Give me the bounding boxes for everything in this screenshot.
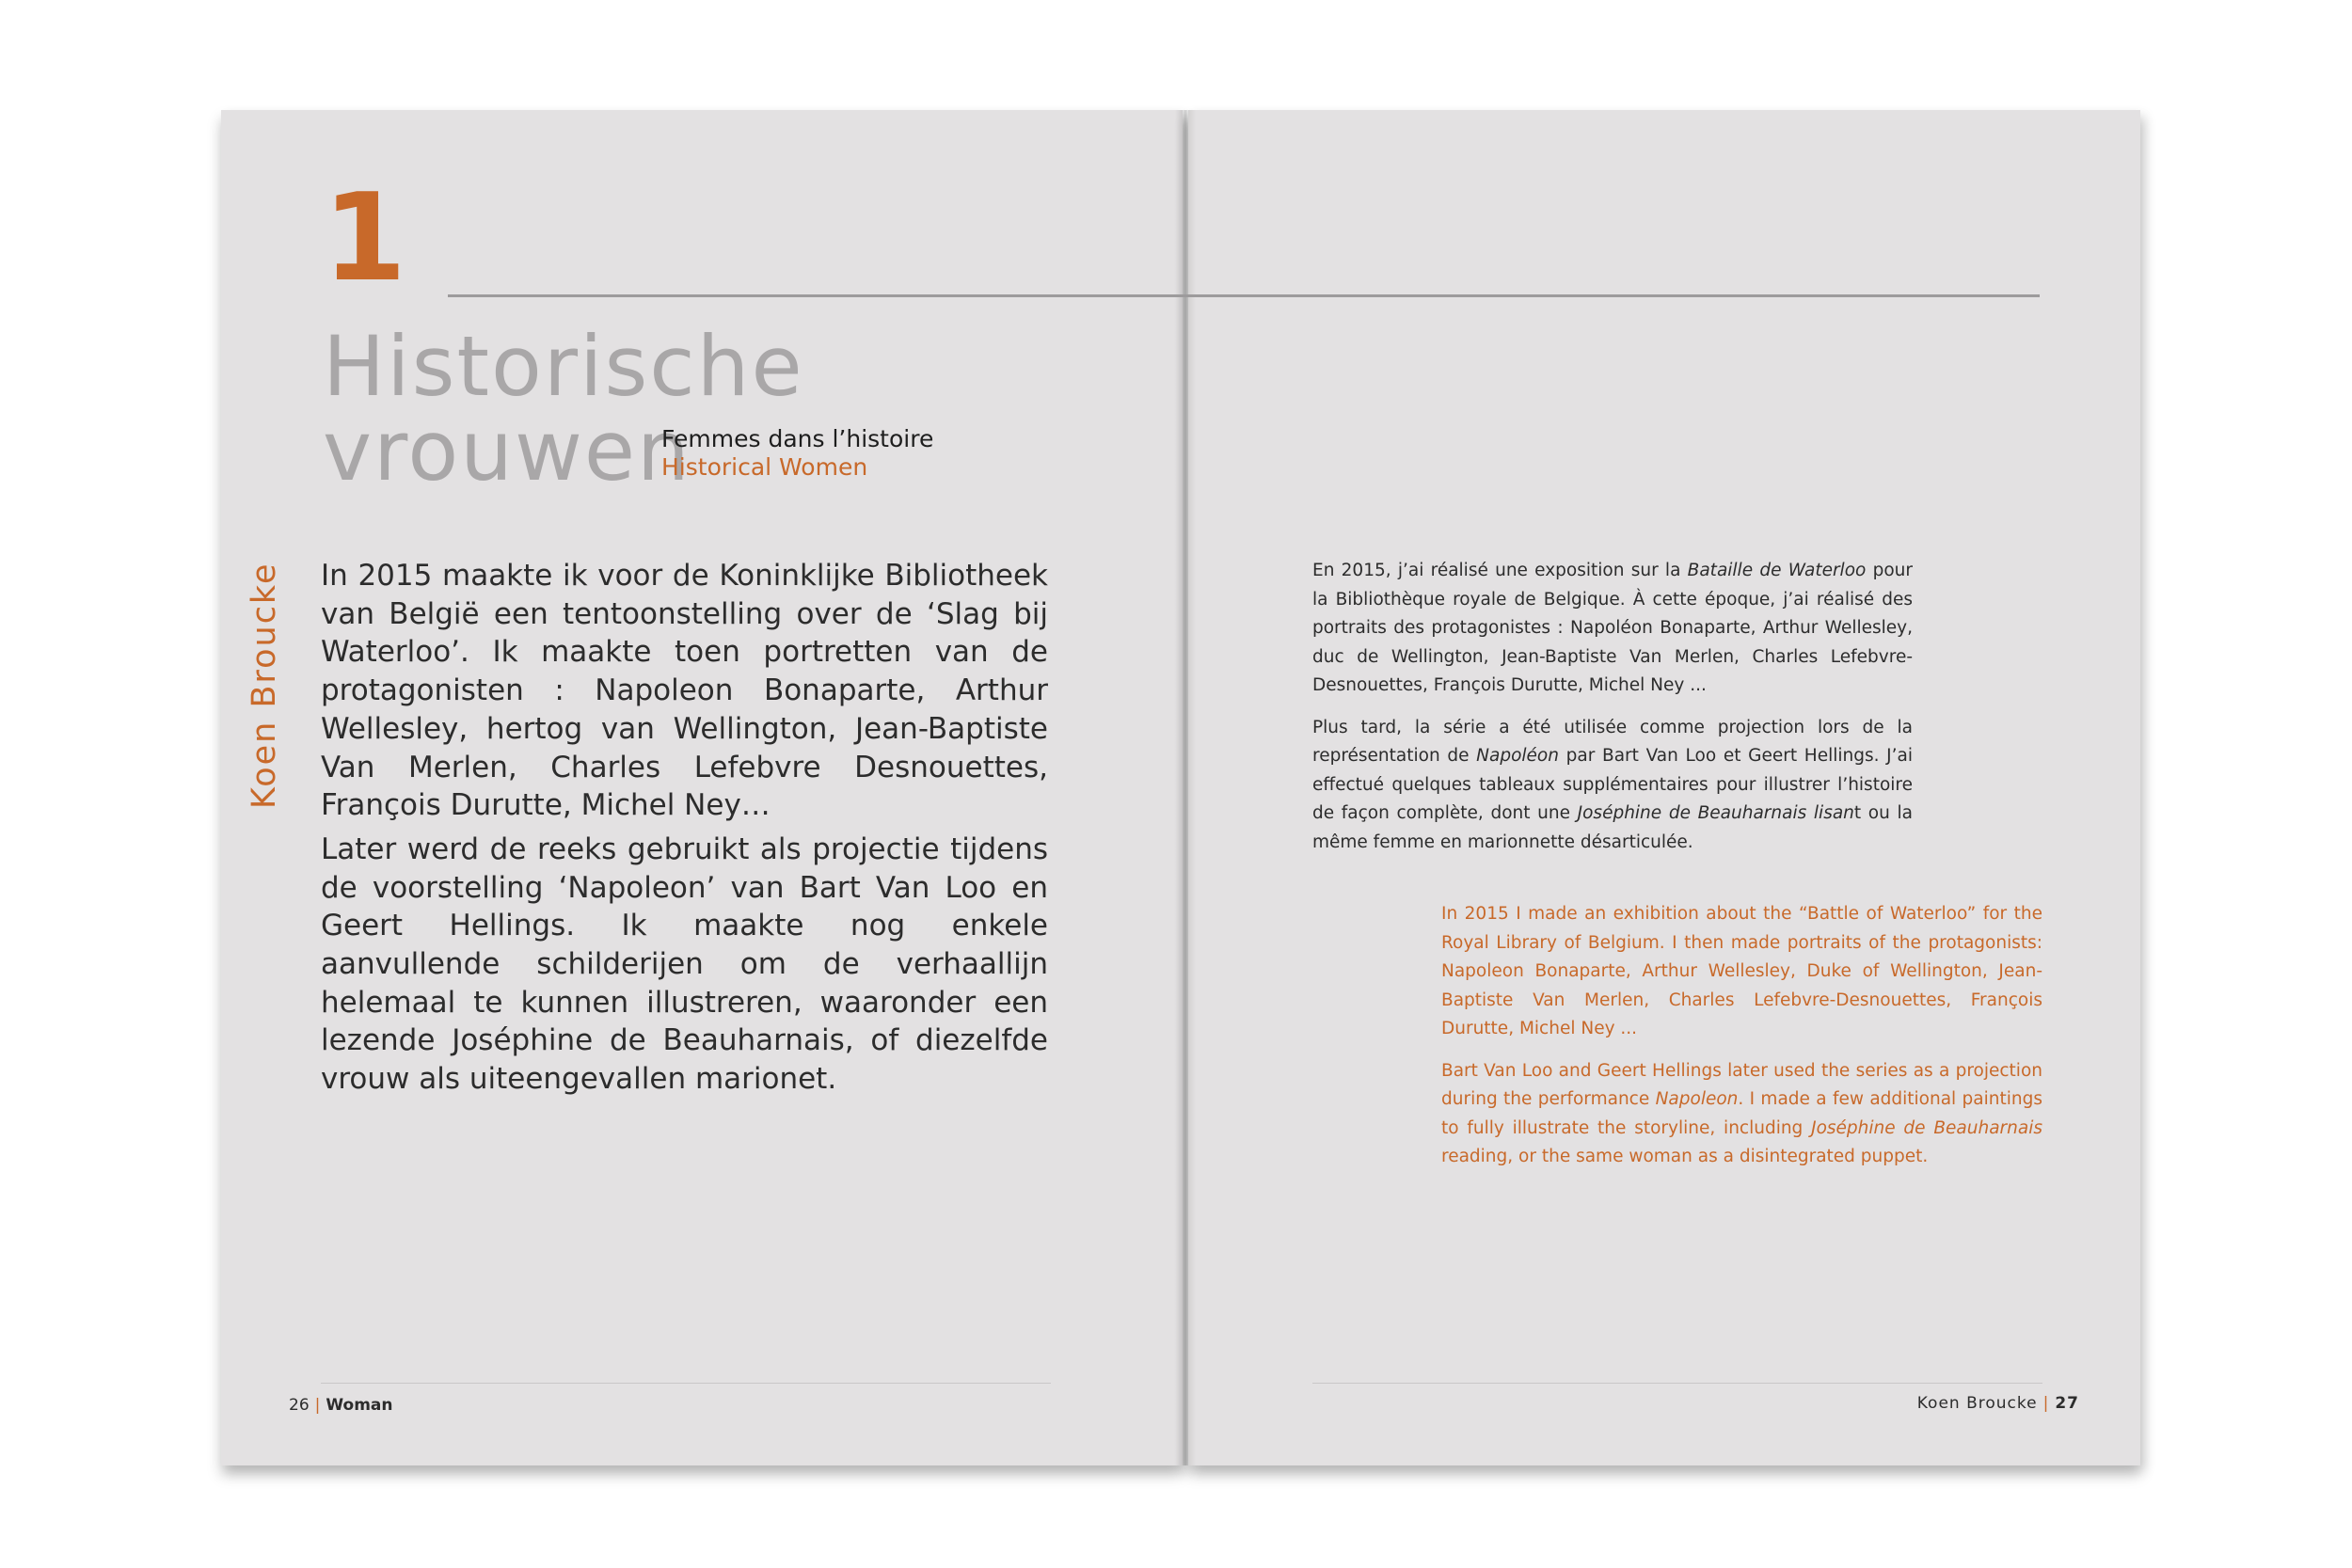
book-gutter	[1175, 110, 1196, 1465]
footer-left-separator: |	[314, 1396, 321, 1415]
french-paragraph-1	[1312, 557, 1913, 701]
french-p2-text-a: Plus tard, la série a été utilisée comme projection lors de la représentation de	[1312, 717, 1913, 766]
french-body-text	[1312, 557, 1913, 870]
english-paragraph-1: In 2015 I made an exhibition about the “Battle of Waterloo” for the Royal Library of Belgium. I then made portraits of the protagonists: Napoleon Bonaparte, Arthur Wellesley, Duke of Wellington, Jean-Baptiste Van Merlen, Charles Lefebvre-Desnouettes, François Durutte, Michel Ney ...	[1441, 904, 2042, 1038]
french-p1-italic: Bataille de Waterloo	[1687, 561, 1867, 580]
footer-author-name: Koen Broucke	[1916, 1394, 2038, 1413]
footer-right	[1788, 1394, 2079, 1413]
footer-rule-left	[321, 1383, 1051, 1384]
english-paragraph-2	[1441, 1057, 2042, 1172]
footer-section-name: Woman	[326, 1396, 393, 1415]
chapter-rule	[448, 294, 2040, 297]
english-p2-italic-2: Joséphine de Beauharnais	[1811, 1117, 2042, 1138]
chapter-title-line-1: Historische	[323, 318, 804, 415]
english-p2-text-b: . I made a few additional paintings to fully illustrate the storyline, including	[1441, 1089, 2042, 1138]
english-p2-text-c: reading, or the same woman as a disintegrated puppet.	[1441, 1147, 1929, 1166]
author-vertical-label: Koen Broucke	[246, 562, 283, 809]
french-p1-text-b: pour la Bibliothèque royale de Belgique. À cette époque, j’ai réalisé des portraits des protagonistes : Napoléon Bonaparte, Arthur Wellesley, duc de Wellington, Jean-Baptiste Van Merlen, Charles Lefebvre-Desnouettes, François Durutte, Michel Ney ...	[1312, 561, 1913, 695]
dutch-body-text	[321, 557, 1048, 1104]
french-p2-text-b: par Bart Van Loo et Geert Hellings. J’ai effectué quelques tableaux supplémentaires pour illustrer l’histoire de façon complète, dont une	[1312, 746, 1913, 823]
footer-right-separator: |	[2042, 1394, 2050, 1413]
footer-left	[289, 1396, 393, 1415]
page-number-left: 26	[289, 1396, 310, 1415]
page-number-right: 27	[2055, 1394, 2079, 1413]
french-p2-text-c: t ou la même femme en marionnette désarticulée.	[1312, 803, 1913, 852]
french-p2-italic-2: Joséphine de Beauharnais lisan	[1577, 803, 1854, 823]
english-body-text	[1441, 900, 2042, 1185]
french-paragraph-2	[1312, 714, 1913, 858]
english-p2-text-a: Bart Van Loo and Geert Hellings later used the series as a projection during the performance	[1441, 1060, 2042, 1109]
subtitle-french: Femmes dans l’histoire	[661, 425, 934, 452]
french-p2-italic-1: Napoléon	[1476, 746, 1559, 766]
french-p1-text-a: En 2015, j’ai réalisé une exposition sur la	[1312, 561, 1688, 580]
english-p2-italic-1: Napoleon	[1655, 1089, 1739, 1109]
dutch-paragraph-1: In 2015 maakte ik voor de Koninklijke Bibliotheek van België een tentoonstelling over de ‘Slag bij Waterloo’. Ik maakte toen portretten van de protagonisten : Napoleon Bonaparte, Arthur Wellesley, hertog van Wellington, Jean-Baptiste Van Merlen, Charles Lefebvre Desnouettes, François Durutte, Michel Ney…	[321, 559, 1048, 823]
chapter-title-line-2: vrouwen	[323, 403, 691, 499]
chapter-subtitles	[661, 425, 933, 482]
chapter-number: 1	[323, 168, 407, 309]
subtitle-english: Historical Women	[661, 453, 868, 481]
dutch-paragraph-2: Later werd de reeks gebruikt als projectie tijdens de voorstelling ‘Napoleon’ van Bart Van Loo en Geert Hellings. Ik maakte nog enkele aanvullende schilderijen om de verhaallijn helemaal te kunnen illustreren, waaronder een lezende Joséphine de Beauharnais, of diezelfde vrouw als uiteengevallen marionet.	[321, 832, 1048, 1097]
footer-rule-right	[1312, 1383, 2042, 1384]
